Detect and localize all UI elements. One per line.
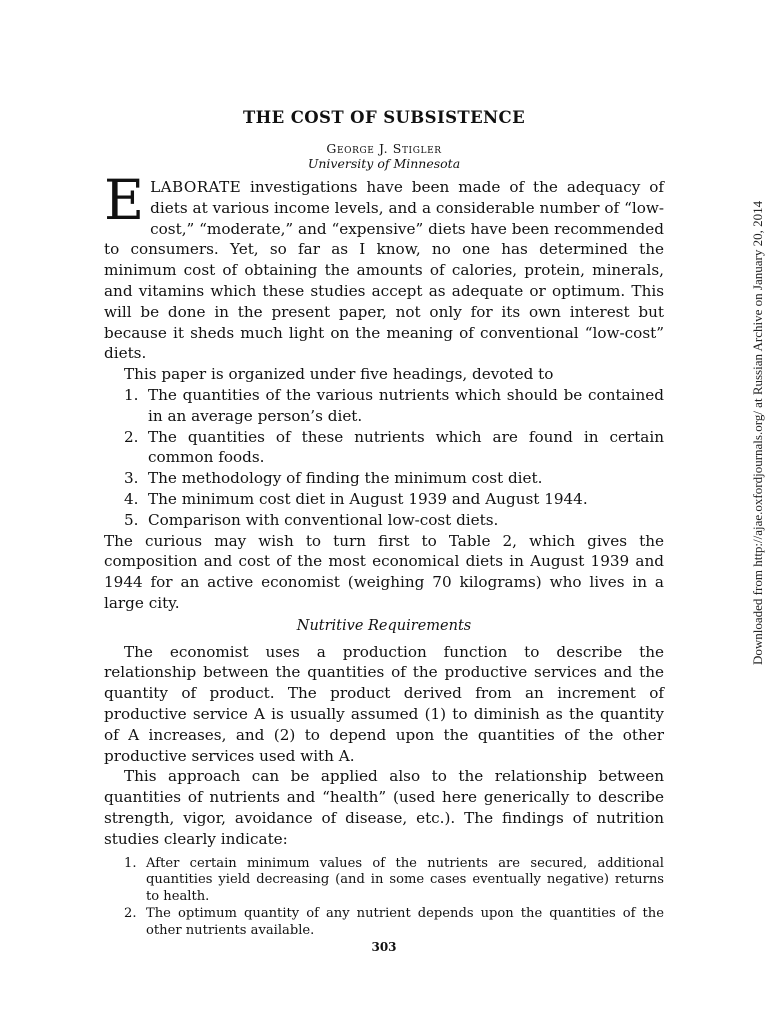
list-text: The quantities of the various nutrients which should be contained in an average person’s diet. (148, 385, 664, 425)
list-number: 2. (124, 906, 137, 922)
list-item (124, 427, 664, 469)
section-heading: Nutritive Requirements (296, 617, 472, 634)
organization-intro: This paper is organized under five headings, devoted to (124, 365, 554, 384)
list-number: 1. (124, 385, 139, 404)
list-number: 5. (124, 510, 139, 529)
list-text: Comparison with conventional low-cost diets. (148, 510, 499, 529)
intro-paragraph (104, 168, 664, 364)
author-affiliation: University of Minnesota (307, 156, 461, 171)
download-prefix: Downloaded from (750, 566, 765, 665)
list-text: The methodology of finding the minimum cost diet. (148, 469, 543, 488)
list-item (124, 489, 664, 510)
list-item (124, 855, 664, 906)
drop-cap: E (104, 168, 145, 232)
author-name: George J. Stigler (326, 141, 442, 156)
nutrients-health-paragraph: This approach can be applied also to the relationship between quantities of nutrients and “health” (used here generically to describe strength, vigor, avoidance of disease, etc.). The findings of nutrition studies clearly indicate: (104, 767, 664, 848)
journal-link[interactable]: http://ajae.oxfordjournals.org/ (750, 411, 765, 567)
list-text: The optimum quantity of any nutrient depends upon the quantities of the other nutrients available. (146, 906, 664, 938)
list-number: 2. (124, 427, 139, 446)
list-text: The minimum cost diet in August 1939 and August 1944. (148, 489, 588, 508)
intro-lead-word: LABORATE (150, 178, 242, 196)
article-page (104, 108, 664, 940)
download-suffix: at Russian Archive on January 20, 2014 (750, 200, 765, 412)
production-function-paragraph: The economist uses a production function to describe the relationship between the quantities of the productive services and the quantity of product. The product derived from an increment of productive service A is usually assumed (1) to diminish as the quantity of A increases, and (2) to depend upon the quantities of the other productive services used with A. (104, 642, 664, 765)
curious-paragraph: The curious may wish to turn first to Table 2, which gives the composition and cost of the most economical diets in August 1939 and 1944 for an active economist (weighing 70 kilograms) who lives in a large city. (104, 531, 664, 612)
article-title: THE COST OF SUBSISTENCE (242, 108, 526, 127)
findings-list (104, 856, 664, 940)
headings-list (104, 385, 664, 531)
list-item (124, 510, 664, 531)
list-item (124, 468, 664, 489)
list-item (124, 385, 664, 427)
intro-text: investigations have been made of the adequacy of diets at various income levels, and a considerable number of “low-cost,” “moderate,” and “expensive” diets have been recommended to consumers. Yet, so far as I know, no one has determined the minimum cost of obtaining the amounts of calories, protein, minerals, and vitamins which these studies accept as adequate or optimum. This will be done in the present paper, not only for its own interest but because it sheds much light on the meaning of conventional “low-cost” diets. (104, 178, 664, 363)
download-notice (750, 201, 766, 665)
list-number: 1. (124, 855, 137, 871)
list-number: 3. (124, 469, 139, 488)
list-item (124, 906, 664, 939)
page-number: 303 (371, 940, 397, 954)
list-text: After certain minimum values of the nutrients are secured, additional quantities yield decreasing (and in some cases eventually negative) returns to health. (146, 855, 664, 904)
list-text: The quantities of these nutrients which are found in certain common foods. (148, 427, 664, 467)
list-number: 4. (124, 489, 139, 508)
